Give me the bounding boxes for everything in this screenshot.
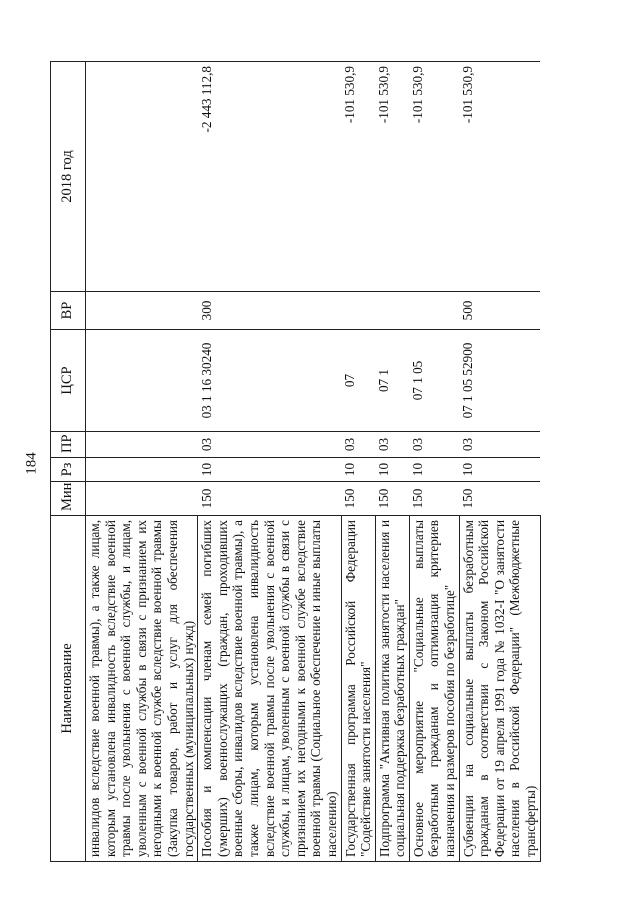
table-row [375,62,409,862]
row-vr [409,292,459,330]
header-name: Наименование [51,516,86,862]
row-amount: -101 530,9 [409,62,459,292]
row-pr [86,432,198,458]
header-vr: ВР [51,292,86,330]
row-csr: 07 [341,330,375,432]
row-vr: 300 [198,292,341,330]
row-name: Основное мероприятие "Социальные выплаты безработным гражданам и оптимизация критериев назначения и размеров пособия по безработице" [409,516,459,862]
row-name: Подпрограмма "Активная политика занятости населения и социальная поддержка безработных граждан" [375,516,409,862]
row-pr: 03 [375,432,409,458]
row-csr: 07 1 [375,330,409,432]
header-pr: ПР [51,432,86,458]
row-amount: -101 530,9 [375,62,409,292]
row-rz: 10 [409,458,459,482]
row-min: 150 [198,482,341,516]
page-number: 184 [23,452,40,475]
row-vr [341,292,375,330]
row-rz: 10 [375,458,409,482]
table-row [341,62,375,862]
row-min: 150 [341,482,375,516]
row-csr: 07 1 05 [409,330,459,432]
row-min: 150 [409,482,459,516]
row-name: инвалидов вследствие военной травмы), а также лицам, которым установлена инвалидность вследствие военной травмы после увольнения с военной службы, и лицам, уволенным с военной службы в связи с признанием их негодными к военной службе вследствие военной травмы (Закупка товаров, работ и услуг для обеспечения государственных (муниципальных) нужд) [86,516,198,862]
header-csr: ЦСР [51,330,86,432]
row-vr: 500 [459,292,540,330]
row-pr: 03 [459,432,540,458]
table-row [198,62,341,862]
table-row [409,62,459,862]
row-rz [86,458,198,482]
header-min: Мин [51,482,86,516]
row-name: Государственная программа Российской Федерации "Содействие занятости населения" [341,516,375,862]
row-name: Субвенции на социальные выплаты безработным гражданам в соответствии с Законом Российской Федерации от 19 апреля 1991 года № 1032-I "О занятости населения в Российской Федерации" (Межбюджетные трансферты) [459,516,540,862]
row-pr: 03 [409,432,459,458]
row-min: 150 [459,482,540,516]
row-amount: -101 530,9 [341,62,375,292]
table-row [459,62,540,862]
row-rz: 10 [341,458,375,482]
row-rz: 10 [459,458,540,482]
row-pr: 03 [341,432,375,458]
row-amount: -101 530,9 [459,62,540,292]
row-rz: 10 [198,458,341,482]
row-csr: 03 1 16 30240 [198,330,341,432]
row-min: 150 [375,482,409,516]
row-vr [86,292,198,330]
header-year: 2018 год [51,62,86,292]
rotated-page [50,62,590,862]
header-rz: Рз [51,458,86,482]
row-csr: 07 1 05 52900 [459,330,540,432]
table-row [86,62,198,862]
budget-table [50,61,541,862]
row-min [86,482,198,516]
row-pr: 03 [198,432,341,458]
row-csr [86,330,198,432]
table-header-row [51,62,86,862]
row-amount: -2 443 112,8 [198,62,341,292]
row-name: Пособия и компенсации членам семей погибших (умерших) военнослужащих (граждан, проходивших военные сборы, инвалидов вследствие военной травмы), а также лицам, которым установлена инвалидность вследствие военной травмы после увольнения с военной службы, и лицам, уволенным с военной службы в связи с признанием их негодными к военной службе вследствие военной травмы (Социальное обеспечение и иные выплаты населению) [198,516,341,862]
row-vr [375,292,409,330]
row-amount [86,62,198,292]
